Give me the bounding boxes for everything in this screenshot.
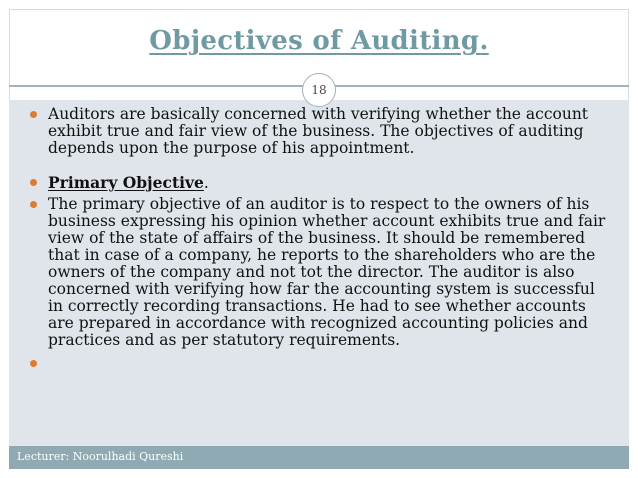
bullet-item (30, 196, 610, 349)
bullet-list (30, 106, 610, 372)
bullet-item-empty (30, 355, 610, 372)
heading-suffix: . (203, 174, 209, 192)
bullet-text (48, 354, 53, 372)
bullet-dot-icon (30, 360, 37, 367)
bullet-text: The primary objective of an auditor is to respect to the owners of his business expressing his opinion whether account exhibits true and fair view of the state of affairs of the business. It should be remembered that in case of a company, he reports to the shareholders who are the owners of the company and not tot the director. The auditor is also concerned with verifying how far the accounting system is successful in correctly recording transactions. He had to see whether accounts are prepared in accordance with recognized accounting policies and practices and as per statutory requirements. (48, 195, 606, 349)
bullet-dot-icon (30, 111, 37, 118)
bullet-dot-icon (30, 201, 37, 208)
bullet-item (30, 106, 610, 157)
page-number-badge: 18 (302, 73, 336, 107)
slide-title: Objectives of Auditing. (149, 26, 489, 56)
bullet-dot-icon (30, 179, 37, 186)
bullet-item (30, 174, 610, 192)
bullet-text: Auditors are basically concerned with verifying whether the account exhibit true and fair view of the business. The objectives of auditing depends upon the purpose of his appointment. (48, 105, 589, 157)
footer-lecturer: Lecturer: Noorulhadi Qureshi (17, 450, 184, 463)
primary-objective-heading: Primary Objective (48, 173, 204, 192)
